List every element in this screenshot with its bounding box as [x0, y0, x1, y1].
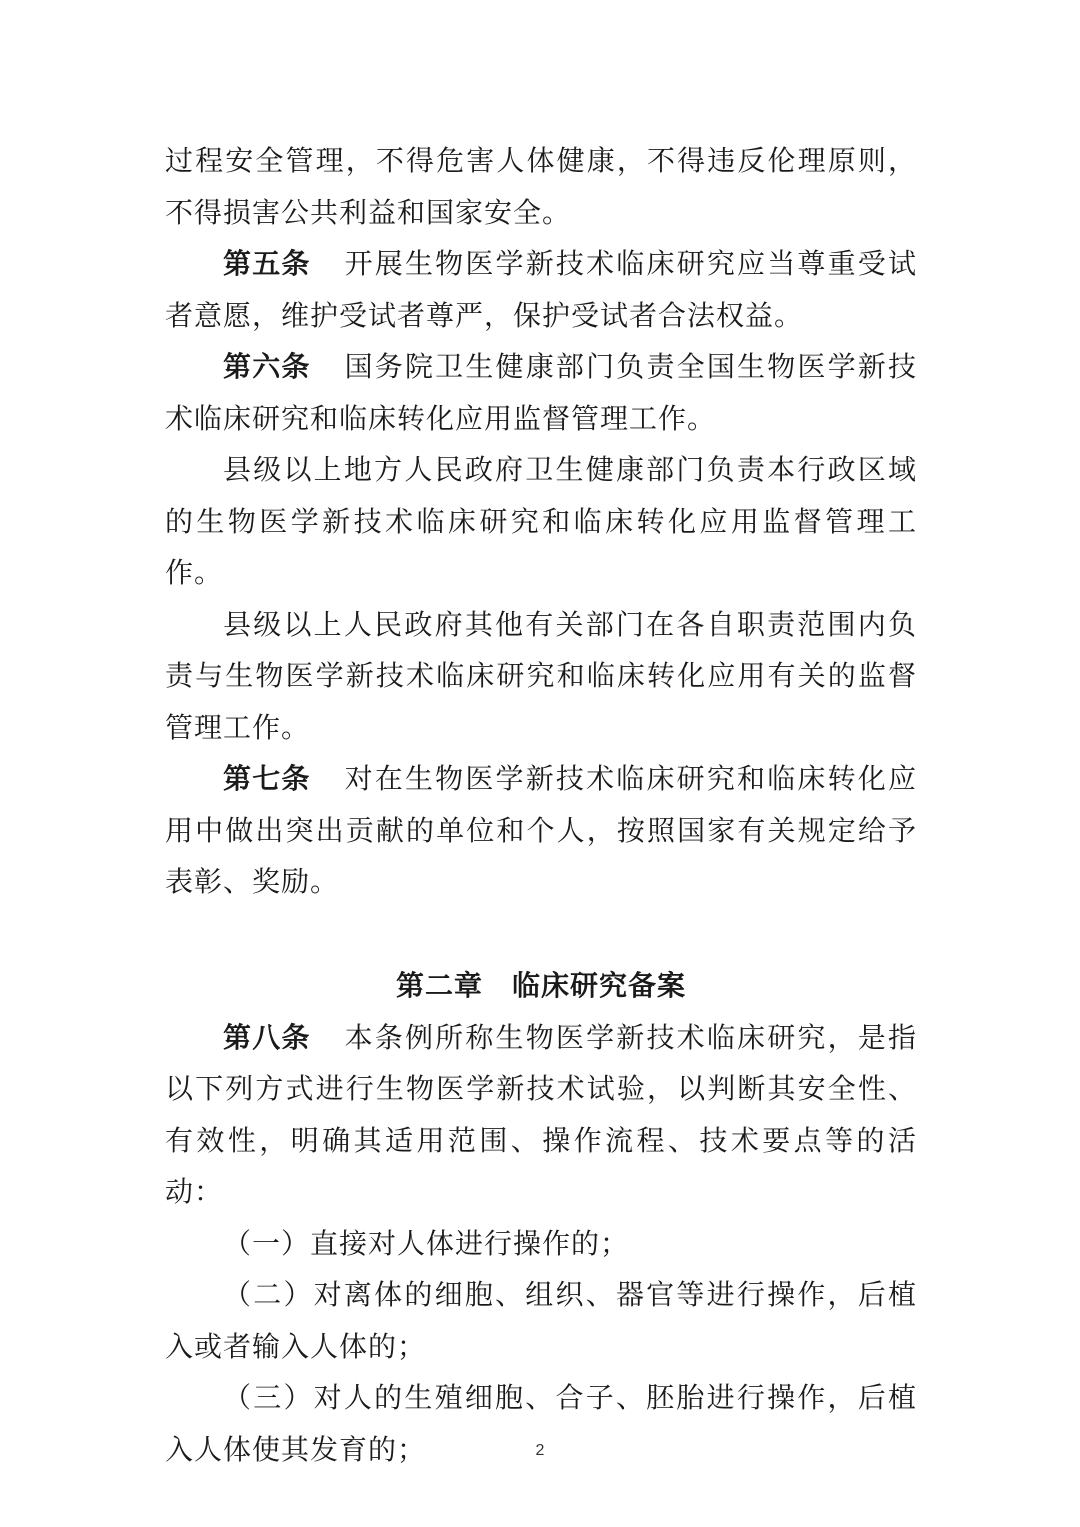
- article-7: [165, 753, 917, 908]
- paragraph-text: 对在生物医学新技术临床研究和临床转化应用中做出突出贡献的单位和个人，按照国家有关规定给予表彰、奖励。: [165, 762, 917, 898]
- paragraph-text: 县级以上地方人民政府卫生健康部门负责本行政区域的生物医学新技术临床研究和临床转化应用监督管理工作。: [165, 453, 917, 589]
- article-6-clause-3: [165, 599, 917, 754]
- article-number: 第五条: [223, 247, 311, 280]
- article-8-item-1: [165, 1218, 917, 1270]
- article-6-clause-2: [165, 444, 917, 599]
- paragraph-continuation: [165, 135, 917, 238]
- paragraph-text: 县级以上人民政府其他有关部门在各自职责范围内负责与生物医学新技术临床研究和临床转化应用有关的监督管理工作。: [165, 607, 917, 744]
- paragraph-text: （三）对人的生殖细胞、合子、胚胎进行操作，后植入人体使其发育的；: [165, 1381, 917, 1466]
- paragraph-text: 过程安全管理，不得危害人体健康，不得违反伦理原则，不得损害公共利益和国家安全。: [165, 144, 917, 229]
- article-8-item-2: [165, 1269, 917, 1372]
- paragraph-text: 开展生物医学新技术临床研究应当尊重受试者意愿，维护受试者尊严，保护受试者合法权益。: [165, 247, 917, 332]
- paragraph-text: （二）对离体的细胞、组织、器官等进行操作，后植入或者输入人体的；: [165, 1278, 917, 1363]
- page-number: 2: [535, 1442, 545, 1459]
- paragraph-text: 本条例所称生物医学新技术临床研究，是指以下列方式进行生物医学新技术试验，以判断其安全性、有效性，明确其适用范围、操作流程、技术要点等的活动：: [165, 1020, 917, 1208]
- paragraph-text: （一）直接对人体进行操作的；: [223, 1226, 630, 1260]
- paragraph-text: 国务院卫生健康部门负责全国生物医学新技术临床研究和临床转化应用监督管理工作。: [165, 350, 917, 435]
- article-6: [165, 341, 917, 444]
- article-number: 第六条: [223, 350, 311, 383]
- chapter-heading: 第二章 临床研究备案: [395, 968, 686, 1002]
- article-8: [165, 1012, 917, 1218]
- article-5: [165, 238, 917, 341]
- article-number: 第八条: [223, 1020, 311, 1054]
- document-body: [165, 135, 917, 1475]
- article-number: 第七条: [223, 762, 311, 795]
